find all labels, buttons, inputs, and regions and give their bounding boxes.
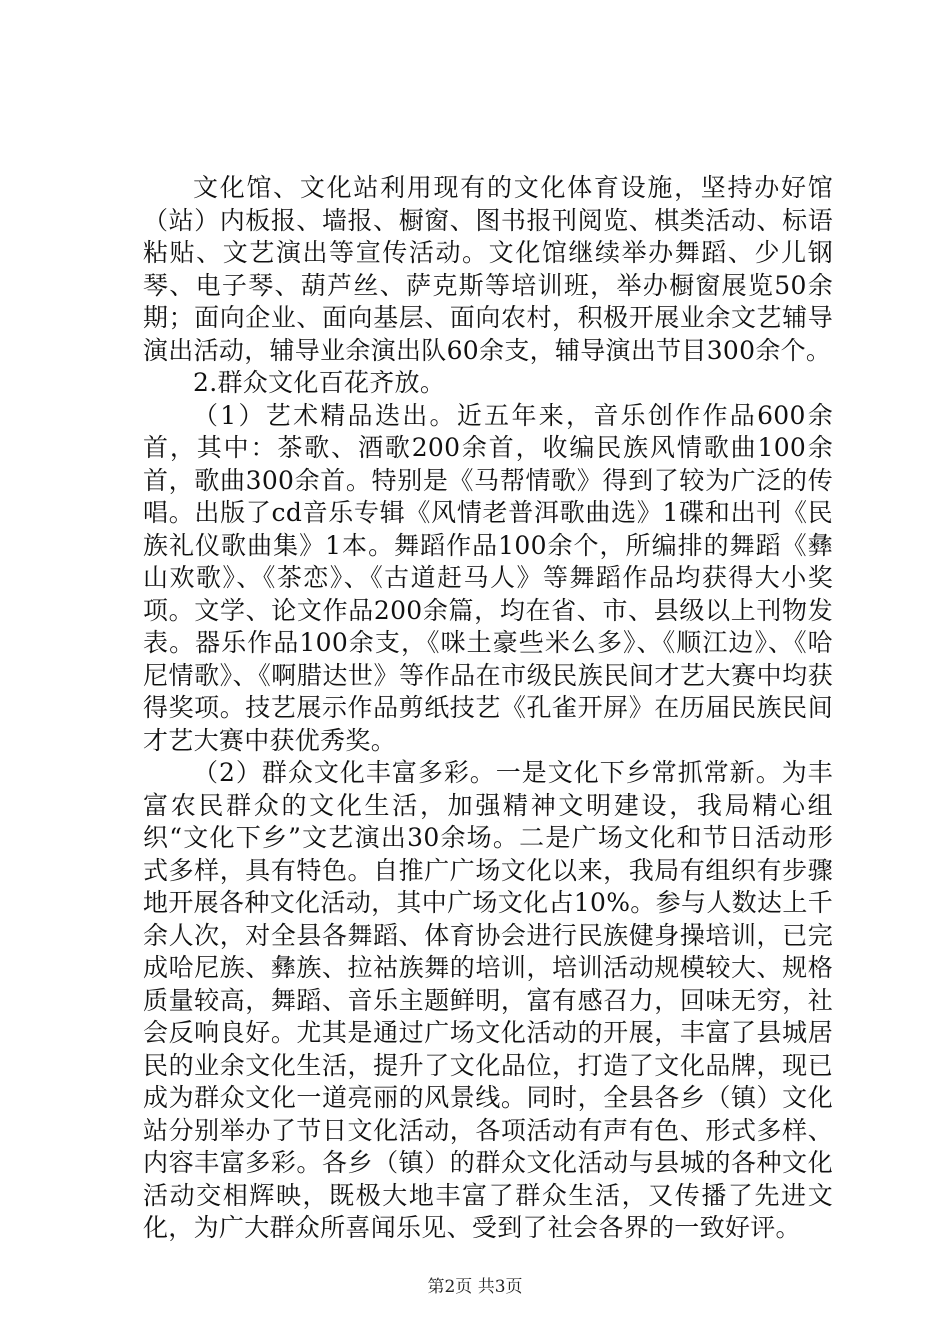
page-footer: 第2页 共3页 <box>427 1277 523 1297</box>
paragraph-mass-culture-activities: （2）群众文化丰富多彩。一是文化下乡常抓常新。为丰富农民群众的文化生活，加强精神文明建设，我局精心组织“文化下乡”文艺演出30余场。二是广场文化和节日活动形式多样，具有特色。自推广广场文化以来，我局有组织有步骤地开展各种文化活动，其中广场文化占10%。参与人数达上千余人次，对全县各舞蹈、体育协会进行民族健身操培训，已完成哈尼族、彝族、拉祜族舞的培训，培训活动规模较大、规格质量较高，舞蹈、音乐主题鲜明，富有感召力，回味无穷，社会反响良好。尤其是通过广场文化活动的开展，丰富了县城居民的业余文化生活，提升了文化品位，打造了文化品牌，现已成为群众文化一道亮丽的风景线。同时，全县各乡（镇）文化站分别举办了节日文化活动，各项活动有声有色、形式多样、内容丰富多彩。各乡（镇）的群众文化活动与县城的各种文化活动交相辉映，既极大地丰富了群众生活，又传播了先进文化，为广大群众所喜闻乐见、受到了社会各界的一致好评。 <box>143 758 833 1242</box>
paragraph-art-works: （1）艺术精品迭出。近五年来，音乐创作作品600余首，其中：茶歌、酒歌200余首，收编民族风情歌曲100余首，歌曲300余首。特别是《马帮情歌》得到了较为广泛的传唱。出版了cd音乐专辑《风情老普洱歌曲选》1碟和出刊《民族礼仪歌曲集》1本。舞蹈作品100余个，所编排的舞蹈《彝山欢歌》、《茶恋》、《古道赶马人》等舞蹈作品均获得大小奖项。文学、论文作品200余篇，均在省、市、县级以上刊物发表。器乐作品100余支，《咪土豪些米么多》、《顺江边》、《哈尼情歌》、《啊腊达世》等作品在市级民族民间才艺大赛中均获得奖项。技艺展示作品剪纸技艺《孔雀开屏》在历届民族民间才艺大赛中获优秀奖。 <box>143 400 833 755</box>
paragraph-publicity-activities: 文化馆、文化站利用现有的文化体育设施，坚持办好馆（站）内板报、墙报、橱窗、图书报刊阅览、棋类活动、标语粘贴、文艺演出等宣传活动。文化馆继续举办舞蹈、少儿钢琴、电子琴、葫芦丝、萨克斯等培训班，举办橱窗展览50余期；面向企业、面向基层、面向农村，积极开展业余文艺辅导演出活动，辅导业余演出队60余支，辅导演出节目300余个。 <box>143 173 833 365</box>
document-body <box>143 172 833 1245</box>
section-heading-mass-culture: 2.群众文化百花齐放。 <box>193 368 446 397</box>
